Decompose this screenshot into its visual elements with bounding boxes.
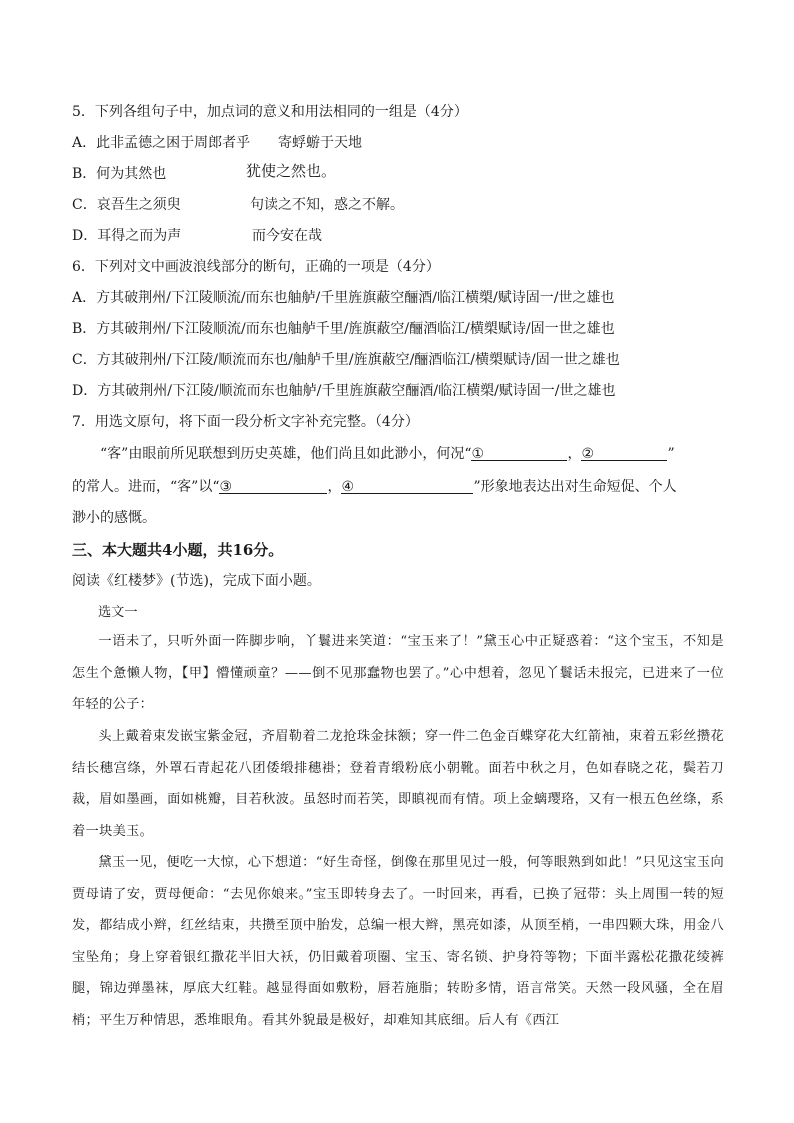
q5-option-a-right: 寄蜉蝣于天地 — [278, 135, 362, 151]
q5-option-b-right: 犹使之然也。 — [246, 162, 337, 180]
q5-option-d — [72, 226, 732, 246]
section3-intro: 阅读《红楼梦》(节选)，完成下面小题。 — [72, 573, 321, 589]
q7-paragraph-line3: 渺小的感慨。 — [72, 510, 156, 526]
q7-paragraph-line1 — [100, 444, 730, 464]
section3-heading: 三、本大题共4小题，共16分。 — [72, 541, 284, 559]
q6-option-b: B．方其破荆州/下江陵顺流/而东也舳舻千里/旌旗蔽空/酾酒临江/横槊赋诗/固一世之雄也 — [72, 321, 615, 337]
q7-stem: 7．用选文原句，将下面一段分析文字补充完整。（4分） — [72, 414, 419, 430]
q6-option-d: D．方其破荆州/下江陵/顺流而东也舳舻/千里旌旗蔽空酾酒/临江横槊/赋诗固一/世之雄也 — [72, 383, 616, 399]
q6-option-a: A．方其破荆州/下江陵顺流/而东也舳舻/千里旌旗蔽空酾酒/临江横槊/赋诗固一/世之雄也 — [72, 290, 615, 306]
q5-option-b-left: B．何为其然也 — [72, 166, 167, 182]
q7-blank-1-number: ① — [471, 446, 485, 462]
q7-quote-close-1: ” — [667, 446, 675, 462]
q7-text-3: ”形象地表达出对生命短促、个人 — [473, 479, 677, 495]
q7-comma-1: ， — [567, 446, 582, 462]
q7-blank-4[interactable] — [341, 477, 473, 494]
q7-blank-2-number: ② — [581, 446, 595, 462]
q7-paragraph-line2 — [72, 477, 732, 497]
passage-label: 选文一 — [98, 605, 138, 620]
q5-option-a — [72, 133, 732, 153]
q5-option-a-left: A．此非孟德之困于周郎者乎 — [72, 135, 251, 151]
passage-paragraph-1: 一语未了，只听外面一阵脚步响，丫鬟进来笑道：“宝玉来了！”黛玉心中正疑惑着：“这个宝玉，不知是怎生个惫懒人物，【甲】懵懂顽童？——倒不见那蠢物也罢了。”心中想着，忽见丫鬟话未报完，已进来了一位年轻的公子： — [72, 634, 724, 712]
q6-option-c: C．方其破荆州/下江陵/顺流而东也/舳舻千里/旌旗蔽空/酾酒临江/横槊赋诗/固一世之雄也 — [72, 352, 620, 368]
q7-comma-2: ， — [327, 479, 342, 495]
q5-stem: 5．下列各组句子中，加点词的意义和用法相同的一组是（4分） — [72, 104, 468, 120]
q7-blank-2[interactable] — [581, 444, 667, 461]
q5-option-c — [72, 195, 732, 215]
q5-option-c-right: 句读之不知，惑之不解。 — [250, 197, 404, 213]
q5-option-c-left: C．哀吾生之须臾 — [72, 197, 181, 213]
q7-blank-3[interactable] — [219, 477, 327, 494]
q5-option-d-right: 而今安在哉 — [252, 228, 322, 244]
q7-text-2: 的常人。进而，“客”以“ — [72, 479, 220, 495]
q7-text-1: “客”由眼前所见联想到历史英雄，他们尚且如此渺小，何况“ — [100, 446, 472, 462]
passage-paragraph-2: 头上戴着束发嵌宝紫金冠，齐眉勒着二龙抢珠金抹额；穿一件二色金百蝶穿花大红箭袖，束着五彩丝攒花结长穗宫绦，外罩石青起花八团倭缎排穗褂；登着青缎粉底小朝靴。面若中秋之月，色如春晓之花，鬓若刀裁，眉如墨画，面如桃瓣，目若秋波。虽怒时而若笑，即瞋视而有情。项上金螭璎珞，又有一根五色丝绦，系着一块美玉。 — [72, 729, 724, 839]
q5-option-d-left: D．耳得之而为声 — [72, 228, 182, 244]
q7-blank-3-number: ③ — [219, 479, 233, 495]
q6-stem: 6．下列对文中画波浪线部分的断句，正确的一项是（4分） — [72, 259, 440, 275]
q5-option-b — [72, 164, 732, 184]
q7-blank-1[interactable] — [471, 444, 567, 461]
passage-paragraph-3: 黛玉一见，便吃一大惊，心下想道：“好生奇怪，倒像在那里见过一般，何等眼熟到如此！”只见这宝玉向贾母请了安，贾母便命：“去见你娘来。”宝玉即转身去了。一时回来，再看，已换了冠带：头上周围一转的短发，都结成小辫，红丝结束，共攒至顶中胎发，总编一根大辫，黑亮如漆，从顶至梢，一串四颗大珠，用金八宝坠角；身上穿着银红撒花半旧大袄，仍旧戴着项圈、宝玉、寄名锁、护身符等物；下面半露松花撒花绫裤腿，锦边弹墨袜，厚底大红鞋。越显得面如敷粉，唇若施脂；转盼多情，语言常笑。天然一段风骚，全在眉梢；平生万种情思，悉堆眼角。看其外貌最是极好，却难知其底细。后人有《西江 — [72, 855, 724, 1028]
q7-blank-4-number: ④ — [341, 479, 355, 495]
